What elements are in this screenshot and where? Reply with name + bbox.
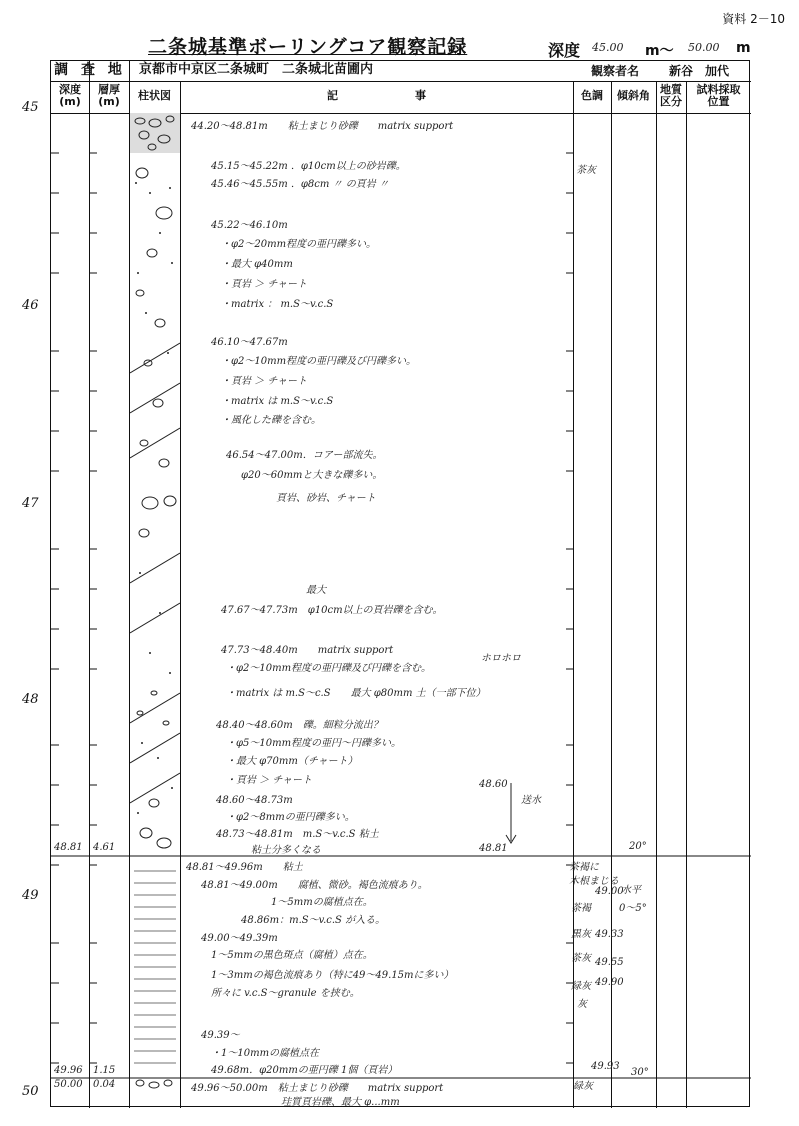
observer-label: 観察者名 bbox=[591, 64, 640, 78]
note-line: ・φ2〜10mm程度の亜円礫及び円礫を含む。 bbox=[226, 663, 432, 674]
color-value: 49.93 bbox=[591, 1061, 620, 1072]
column-diagram-header: 柱状図 bbox=[138, 89, 171, 102]
note-line: 44.20〜48.81m 粘土まじり砂礫 matrix support bbox=[191, 121, 454, 132]
sample-position-header: 試料採取 位置 bbox=[696, 83, 741, 108]
note-line: ・φ2〜10mm程度の亜円礫及び円礫多い。 bbox=[221, 356, 417, 367]
note-line: 47.73〜48.40m matrix support bbox=[221, 645, 394, 656]
note-line: 45.15〜45.22m ．φ10cm以上の砂岩礫。 bbox=[211, 161, 406, 172]
header-rule bbox=[51, 81, 751, 82]
note-line: 48.40〜48.60m 礫。細粒分流出？ bbox=[216, 720, 383, 731]
note-line: 45.22〜46.10m bbox=[211, 220, 288, 231]
dip-value: 30° bbox=[631, 1067, 649, 1078]
color-value: 茶灰 bbox=[576, 165, 596, 176]
note-line: ・matrix は m.S〜c.S 最大 φ80mm 土（一部下位） bbox=[226, 688, 486, 699]
note-line: 送水 bbox=[521, 795, 541, 806]
note-line: ・matrix は m.S〜v.c.S bbox=[221, 396, 334, 407]
note-line: ・風化した礫を含む。 bbox=[221, 415, 321, 426]
color-value: 49.33 bbox=[595, 929, 624, 940]
note-line: 最大 bbox=[306, 585, 326, 596]
color-value: 緑灰 bbox=[573, 1081, 593, 1092]
color-value: 49.90 bbox=[595, 977, 624, 988]
note-line: 1〜5mmの腐植点在。 bbox=[271, 897, 373, 908]
document-reference: 資料 2－10 bbox=[722, 12, 785, 26]
depth-range-unit2: m bbox=[736, 40, 751, 56]
note-line: 49.68m．φ20mmの亜円礫 1個（頁岩） bbox=[211, 1065, 398, 1076]
note-line: ・1〜10mmの腐植点在 bbox=[211, 1048, 320, 1059]
thickness-header: 層厚 (m) bbox=[98, 83, 120, 108]
location-value: 京都市中京区二条城町 二条城北苗圃内 bbox=[139, 62, 374, 77]
note-line: ・φ2〜20mm程度の亜円礫多い。 bbox=[221, 239, 377, 250]
note-line: 47.67〜47.73m φ10cm以上の頁岩礫を含む。 bbox=[221, 605, 443, 616]
page-title: 二条城基準ボーリングコア観察記録 bbox=[148, 36, 468, 58]
color-value: 49.00 bbox=[595, 886, 624, 897]
color-value: 黒灰 bbox=[571, 929, 591, 940]
color-header: 色調 bbox=[581, 89, 603, 102]
note-line: ・φ2〜8mmの亜円礫多い。 bbox=[226, 812, 355, 823]
depth-scale-label: 45 bbox=[22, 100, 39, 115]
note-line: 46.54〜47.00m．コアー部流失。 bbox=[226, 450, 383, 461]
note-line: 48.60〜48.73m bbox=[216, 795, 293, 806]
core-log-sheet bbox=[50, 60, 750, 1107]
note-line: 珪質頁岩礫、最大 φ...mm bbox=[281, 1097, 400, 1108]
note-line: 49.00〜49.39m bbox=[201, 933, 278, 944]
note-line: 48.60 bbox=[479, 779, 508, 790]
color-value: 緑灰 bbox=[571, 981, 591, 992]
color-value: 茶灰 bbox=[571, 953, 591, 964]
color-value: 49.55 bbox=[595, 957, 624, 968]
boundary-thickness: 0.04 bbox=[93, 1079, 116, 1090]
dip-header: 傾斜角 bbox=[617, 89, 650, 102]
note-line: 45.46〜45.55m ．φ8cm 〃 の頁岩 〃 bbox=[211, 179, 389, 190]
note-line: 粘土分多くなる bbox=[251, 845, 321, 856]
note-line: ・φ5〜10mm程度の亜円〜円礫多い。 bbox=[226, 738, 402, 749]
note-line: 49.96〜50.00m 粘土まじり砂礫 matrix support bbox=[191, 1083, 444, 1094]
note-line: ・最大 φ70mm（チャート） bbox=[226, 756, 358, 767]
note-line: ・matrix ： m.S〜v.c.S bbox=[221, 299, 334, 310]
note-line: ・最大 φ40mm bbox=[221, 259, 293, 270]
dip-value: 水平 bbox=[621, 885, 641, 896]
note-line: ・頁岩 ＞ チャート bbox=[221, 279, 308, 290]
note-line: φ20〜60mmと大きな礫多い。 bbox=[241, 470, 383, 481]
depth-range-unit1: m〜 bbox=[645, 43, 674, 59]
note-line: 48.81〜49.96m 粘土 bbox=[186, 862, 303, 873]
note-line: 48.73〜48.81m m.S〜v.c.S 粘土 bbox=[216, 829, 379, 840]
boundary-thickness: 1.15 bbox=[93, 1065, 116, 1076]
depth-scale-label: 47 bbox=[22, 496, 39, 511]
boundary-thickness: 4.61 bbox=[93, 842, 116, 853]
depth-header: 深度 (m) bbox=[59, 83, 81, 108]
note-line: 頁岩、砂岩、チャート bbox=[276, 493, 376, 504]
arrow-icon bbox=[501, 783, 521, 847]
boundary-depth: 50.00 bbox=[54, 1079, 83, 1090]
boundary-depth: 49.96 bbox=[54, 1065, 83, 1076]
dip-value: 0〜5° bbox=[619, 903, 647, 914]
depth-scale-label: 49 bbox=[22, 888, 39, 903]
depth-scale-label: 48 bbox=[22, 692, 39, 707]
note-line: 1〜5mmの黒色斑点（腐植）点在。 bbox=[211, 950, 373, 961]
depth-scale-label: 46 bbox=[22, 298, 39, 313]
boundary-depth: 48.81 bbox=[54, 842, 83, 853]
color-value: 灰 bbox=[577, 999, 587, 1010]
location-label: 調 査 地 bbox=[54, 62, 126, 78]
columnar-diagram bbox=[130, 113, 180, 1108]
note-line: 48.86m：m.S〜v.c.S が入る。 bbox=[241, 915, 386, 926]
color-value: 茶褐に bbox=[569, 862, 599, 873]
note-line: ・頁岩 ＞ チャート bbox=[226, 775, 313, 786]
note-line: 49.39〜 bbox=[201, 1030, 240, 1041]
dip-value: 20° bbox=[629, 841, 647, 852]
depth-range-from: 45.00 bbox=[592, 41, 624, 54]
description-header: 記 事 bbox=[327, 89, 426, 102]
color-value: 茶褐 bbox=[571, 903, 591, 914]
depth-scale-label: 50 bbox=[22, 1084, 39, 1099]
note-line: 1〜3mmの褐色流痕あり（特に49〜49.15mに多い） bbox=[211, 970, 454, 981]
note-line: ホロホロ bbox=[481, 653, 521, 664]
note-line: 48.81 bbox=[479, 843, 508, 854]
note-line: 46.10〜47.67m bbox=[211, 337, 288, 348]
depth-range-label: 深度 bbox=[548, 41, 581, 60]
observer-name: 新谷 加代 bbox=[669, 64, 730, 78]
geology-division-header: 地質 区分 bbox=[660, 83, 682, 108]
depth-range-to: 50.00 bbox=[688, 41, 720, 54]
note-line: 所々に v.c.S〜granule を挟む。 bbox=[211, 988, 360, 999]
note-line: 48.81〜49.00m 腐植、微砂。褐色流痕あり。 bbox=[201, 880, 428, 891]
color-value: 木根まじる bbox=[569, 876, 619, 887]
note-line: ・頁岩 ＞ チャート bbox=[221, 376, 308, 387]
